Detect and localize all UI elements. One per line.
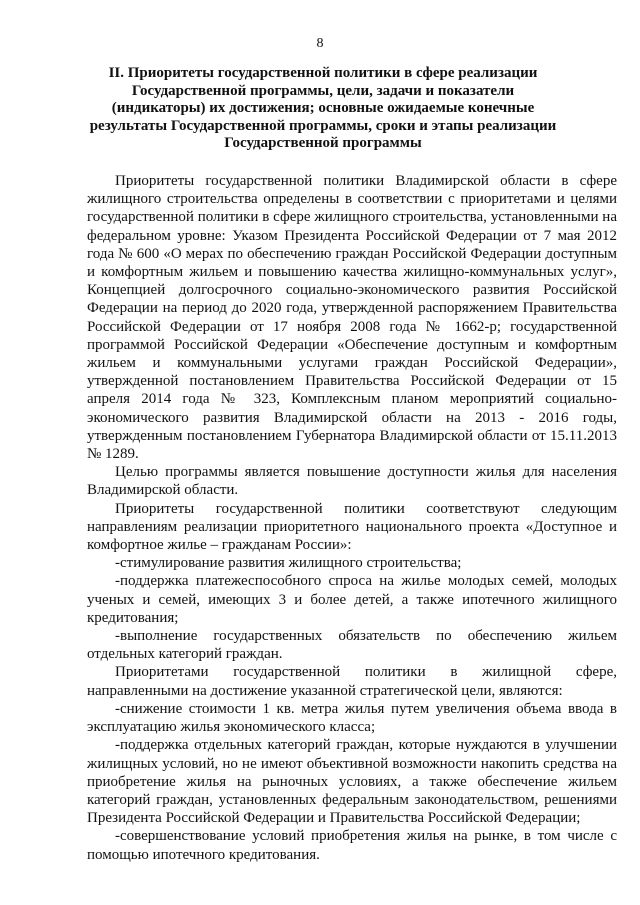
paragraph: Приоритеты государственной политики соответствуют следующим направлениям реализации приоритетного национального проекта «Доступное и комфортное жилье – гражданам России»: [87,500,617,554]
list-item: -поддержка платежеспособного спроса на жилье молодых семей, молодых ученых и семей, имеющих 3 и более детей, а также ипотечного жилищного кредитования; [87,573,617,626]
paragraph: Целью программы является повышение доступности жилья для населения Владимирской области. [87,464,617,499]
list-item: -выполнение государственных обязательств по обеспечению жильем отдельных категорий граждан. [87,628,617,663]
body-text [87,172,617,864]
paragraph: Приоритетами государственной политики в жилищной сфере, направленными на достижение указанной стратегической цели, являются: [87,664,617,699]
section-heading: II. Приоритеты государственной политики в сфере реализации Государственной программы, цели, задачи и показатели (индикаторы) их достижения; основные ожидаемые конечные результаты Государственной программы, сроки и этапы реализации Государственной программы [89,65,557,152]
list-item: -стимулирование развития жилищного строительства; [115,555,462,572]
paragraph: Приоритеты государственной политики Владимирской области в сфере жилищного строительства определены в соответствии с приоритетами и целями государственной политики в сфере жилищного строительства, установленными на федеральном уровне: Указом Президента Российской Федерации от 7 мая 2012 года № 600 «О мерах по обеспечению граждан Российской Федерации доступным и комфортным жильем и повышению качества жилищно-коммунальных услуг», Концепцией долгосрочного социально-экономического развития Российской Федерации на период до 2020 года, утвержденной распоряжением Правительства Российской Федерации от 17 ноября 2008 года № 1662-р; государственной программой Российской Федерации «Обеспечение доступным и комфортным жильем и коммунальными услугами граждан Российской Федерации», утвержденной постановлением Правительства Российской Федерации от 15 апреля 2014 года № 323, Комплексным планом мероприятий социально-экономического развития Владимирской области на 2013 - 2016 годы, утвержденным постановлением Губернатора Владимирской области от 15.11.2013 № 1289. [87,173,617,463]
list-item: -снижение стоимости 1 кв. метра жилья путем увеличения объема ввода в эксплуатацию жилья экономического класса; [87,700,617,736]
list-item: -поддержка отдельных категорий граждан, которые нуждаются в улучшении жилищных условий, но не имеют объективной возможности накопить средства на приобретение жилья на рыночных условиях, а также обеспечение жильем категорий граждан, установленных федеральным законодательством, решениями Президента Российской Федерации и Правительства Российской Федерации; [87,737,617,827]
page-number: 8 [316,36,324,51]
list-item: -совершенствование условий приобретения жилья на рынке, в том числе с помощью ипотечного кредитования. [87,828,617,863]
